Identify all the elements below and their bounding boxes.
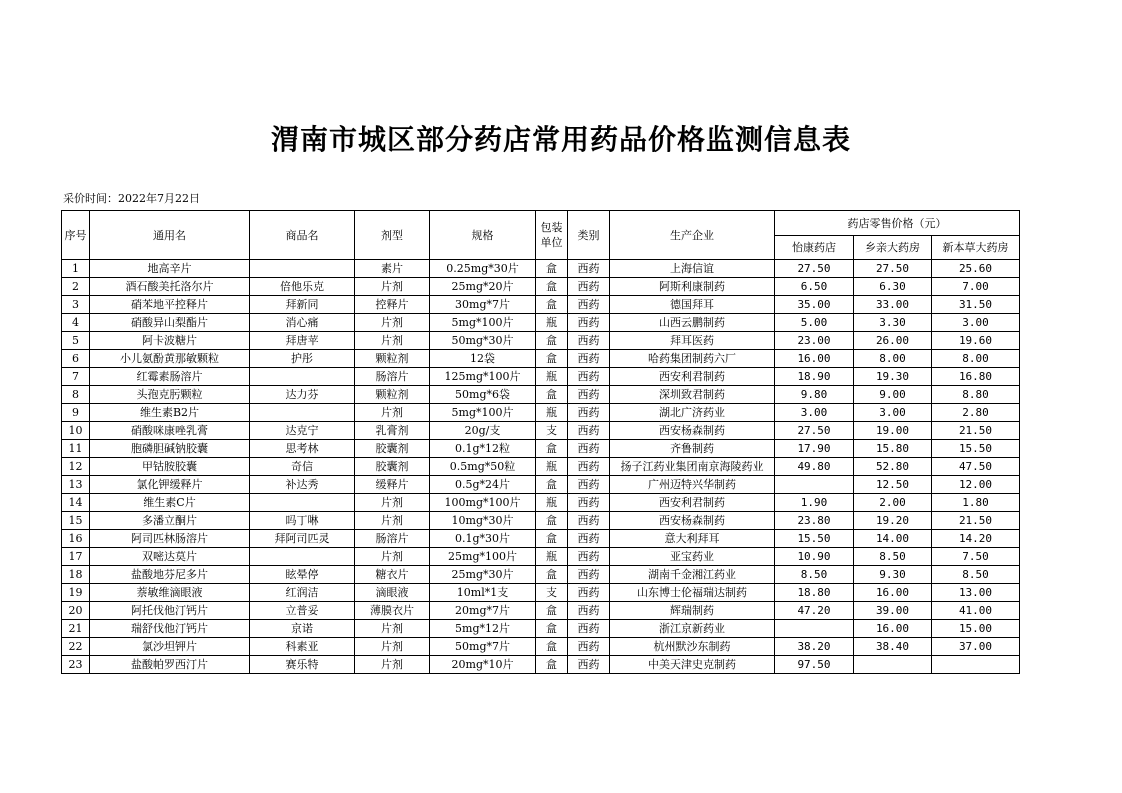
cell-manufacturer: 山东博士伦福瑞达制药 xyxy=(610,584,775,602)
cell-package-unit: 盒 xyxy=(536,296,568,314)
cell-brand-name: 赛乐特 xyxy=(250,656,355,674)
cell-price-xinbencao: 2.80 xyxy=(932,404,1020,422)
cell-manufacturer: 亚宝药业 xyxy=(610,548,775,566)
cell-seq: 23 xyxy=(62,656,90,674)
cell-price-yikang: 10.90 xyxy=(775,548,854,566)
page-title: 渭南市城区部分药店常用药品价格监测信息表 xyxy=(270,123,851,156)
cell-price-xinbencao: 37.00 xyxy=(932,638,1020,656)
cell-dosage-form: 颗粒剂 xyxy=(355,350,430,368)
table-row xyxy=(62,368,1020,386)
cell-dosage-form: 缓释片 xyxy=(355,476,430,494)
cell-seq: 21 xyxy=(62,620,90,638)
cell-brand-name: 拜唐苹 xyxy=(250,332,355,350)
cell-price-yikang: 16.00 xyxy=(775,350,854,368)
header-package-unit: 包装单位 xyxy=(536,211,568,260)
cell-dosage-form: 滴眼液 xyxy=(355,584,430,602)
table-row xyxy=(62,350,1020,368)
cell-generic-name: 红霉素肠溶片 xyxy=(90,368,250,386)
cell-dosage-form: 片剂 xyxy=(355,332,430,350)
cell-generic-name: 头孢克肟颗粒 xyxy=(90,386,250,404)
cell-category: 西药 xyxy=(568,494,610,512)
table-row xyxy=(62,296,1020,314)
cell-category: 西药 xyxy=(568,422,610,440)
cell-generic-name: 阿托伐他汀钙片 xyxy=(90,602,250,620)
cell-price-xiangqin: 19.00 xyxy=(854,422,932,440)
cell-manufacturer: 中美天津史克制药 xyxy=(610,656,775,674)
cell-dosage-form: 片剂 xyxy=(355,620,430,638)
table-row xyxy=(62,314,1020,332)
cell-generic-name: 酒石酸美托洛尔片 xyxy=(90,278,250,296)
cell-price-xiangqin: 2.00 xyxy=(854,494,932,512)
cell-brand-name: 倍他乐克 xyxy=(250,278,355,296)
cell-brand-name: 眩晕停 xyxy=(250,566,355,584)
cell-price-yikang xyxy=(775,620,854,638)
cell-generic-name: 氯化钾缓释片 xyxy=(90,476,250,494)
table-row xyxy=(62,512,1020,530)
cell-generic-name: 盐酸地芬尼多片 xyxy=(90,566,250,584)
cell-package-unit: 盒 xyxy=(536,278,568,296)
cell-price-xiangqin: 6.30 xyxy=(854,278,932,296)
cell-category: 西药 xyxy=(568,548,610,566)
cell-price-xiangqin: 8.00 xyxy=(854,350,932,368)
cell-package-unit: 瓶 xyxy=(536,494,568,512)
cell-seq: 5 xyxy=(62,332,90,350)
cell-price-xiangqin: 52.80 xyxy=(854,458,932,476)
header-store-xiangqin: 乡亲大药房 xyxy=(854,236,932,260)
table-row xyxy=(62,386,1020,404)
table-row xyxy=(62,278,1020,296)
cell-generic-name: 瑞舒伐他汀钙片 xyxy=(90,620,250,638)
cell-seq: 3 xyxy=(62,296,90,314)
cell-price-yikang: 27.50 xyxy=(775,260,854,278)
cell-brand-name: 科素亚 xyxy=(250,638,355,656)
cell-price-yikang: 17.90 xyxy=(775,440,854,458)
cell-package-unit: 支 xyxy=(536,422,568,440)
cell-category: 西药 xyxy=(568,440,610,458)
table-row xyxy=(62,566,1020,584)
cell-package-unit: 瓶 xyxy=(536,368,568,386)
cell-category: 西药 xyxy=(568,332,610,350)
cell-price-xinbencao: 7.50 xyxy=(932,548,1020,566)
cell-price-yikang: 49.80 xyxy=(775,458,854,476)
header-category: 类别 xyxy=(568,211,610,260)
cell-generic-name: 氯沙坦钾片 xyxy=(90,638,250,656)
cell-spec: 0.25mg*30片 xyxy=(430,260,536,278)
cell-brand-name: 思考林 xyxy=(250,440,355,458)
cell-category: 西药 xyxy=(568,386,610,404)
header-manufacturer: 生产企业 xyxy=(610,211,775,260)
table-row xyxy=(62,494,1020,512)
cell-seq: 22 xyxy=(62,638,90,656)
cell-price-xiangqin: 26.00 xyxy=(854,332,932,350)
cell-manufacturer: 浙江京新药业 xyxy=(610,620,775,638)
table-row xyxy=(62,530,1020,548)
cell-generic-name: 萘敏维滴眼液 xyxy=(90,584,250,602)
cell-seq: 10 xyxy=(62,422,90,440)
cell-price-xiangqin: 19.30 xyxy=(854,368,932,386)
cell-brand-name xyxy=(250,404,355,422)
cell-price-yikang xyxy=(775,476,854,494)
cell-package-unit: 盒 xyxy=(536,656,568,674)
cell-dosage-form: 片剂 xyxy=(355,314,430,332)
table-row xyxy=(62,440,1020,458)
cell-manufacturer: 齐鲁制药 xyxy=(610,440,775,458)
cell-package-unit: 瓶 xyxy=(536,458,568,476)
cell-seq: 2 xyxy=(62,278,90,296)
cell-price-yikang: 23.80 xyxy=(775,512,854,530)
cell-category: 西药 xyxy=(568,404,610,422)
cell-category: 西药 xyxy=(568,476,610,494)
cell-price-xiangqin: 3.00 xyxy=(854,404,932,422)
cell-price-yikang: 23.00 xyxy=(775,332,854,350)
cell-price-yikang: 6.50 xyxy=(775,278,854,296)
table-row xyxy=(62,620,1020,638)
cell-seq: 17 xyxy=(62,548,90,566)
cell-seq: 15 xyxy=(62,512,90,530)
cell-generic-name: 多潘立酮片 xyxy=(90,512,250,530)
table-row xyxy=(62,656,1020,674)
cell-spec: 5mg*100片 xyxy=(430,314,536,332)
header-dosage-form: 剂型 xyxy=(355,211,430,260)
cell-brand-name: 补达秀 xyxy=(250,476,355,494)
cell-brand-name xyxy=(250,548,355,566)
cell-spec: 20g/支 xyxy=(430,422,536,440)
cell-price-xinbencao: 19.60 xyxy=(932,332,1020,350)
cell-brand-name xyxy=(250,494,355,512)
cell-price-xinbencao: 3.00 xyxy=(932,314,1020,332)
cell-spec: 30mg*7片 xyxy=(430,296,536,314)
cell-category: 西药 xyxy=(568,350,610,368)
cell-brand-name xyxy=(250,368,355,386)
cell-brand-name: 京诺 xyxy=(250,620,355,638)
cell-package-unit: 盒 xyxy=(536,512,568,530)
cell-category: 西药 xyxy=(568,566,610,584)
cell-brand-name: 红润洁 xyxy=(250,584,355,602)
cell-spec: 125mg*100片 xyxy=(430,368,536,386)
cell-generic-name: 双嘧达莫片 xyxy=(90,548,250,566)
cell-price-xiangqin: 12.50 xyxy=(854,476,932,494)
cell-price-xiangqin: 39.00 xyxy=(854,602,932,620)
table-row xyxy=(62,548,1020,566)
cell-price-xiangqin: 3.30 xyxy=(854,314,932,332)
cell-price-xinbencao: 21.50 xyxy=(932,512,1020,530)
cell-price-xinbencao: 8.00 xyxy=(932,350,1020,368)
cell-category: 西药 xyxy=(568,638,610,656)
cell-manufacturer: 上海信谊 xyxy=(610,260,775,278)
cell-seq: 14 xyxy=(62,494,90,512)
cell-generic-name: 地高辛片 xyxy=(90,260,250,278)
cell-package-unit: 瓶 xyxy=(536,314,568,332)
cell-dosage-form: 胶囊剂 xyxy=(355,440,430,458)
cell-category: 西药 xyxy=(568,278,610,296)
cell-dosage-form: 胶囊剂 xyxy=(355,458,430,476)
cell-category: 西药 xyxy=(568,458,610,476)
cell-category: 西药 xyxy=(568,656,610,674)
cell-seq: 20 xyxy=(62,602,90,620)
cell-generic-name: 盐酸帕罗西汀片 xyxy=(90,656,250,674)
cell-seq: 13 xyxy=(62,476,90,494)
cell-seq: 8 xyxy=(62,386,90,404)
header-spec: 规格 xyxy=(430,211,536,260)
cell-price-xinbencao: 15.50 xyxy=(932,440,1020,458)
cell-package-unit: 盒 xyxy=(536,386,568,404)
cell-spec: 0.1g*30片 xyxy=(430,530,536,548)
cell-generic-name: 小儿氨酚黄那敏颗粒 xyxy=(90,350,250,368)
cell-brand-name: 消心痛 xyxy=(250,314,355,332)
cell-brand-name: 拜阿司匹灵 xyxy=(250,530,355,548)
cell-spec: 25mg*30片 xyxy=(430,566,536,584)
cell-package-unit: 盒 xyxy=(536,350,568,368)
cell-dosage-form: 片剂 xyxy=(355,404,430,422)
cell-dosage-form: 片剂 xyxy=(355,638,430,656)
cell-dosage-form: 片剂 xyxy=(355,548,430,566)
cell-price-xinbencao: 47.50 xyxy=(932,458,1020,476)
cell-dosage-form: 片剂 xyxy=(355,512,430,530)
cell-dosage-form: 糖衣片 xyxy=(355,566,430,584)
cell-brand-name: 立普妥 xyxy=(250,602,355,620)
cell-category: 西药 xyxy=(568,512,610,530)
cell-seq: 7 xyxy=(62,368,90,386)
cell-generic-name: 阿司匹林肠溶片 xyxy=(90,530,250,548)
cell-price-xinbencao: 14.20 xyxy=(932,530,1020,548)
cell-brand-name: 达力芬 xyxy=(250,386,355,404)
cell-generic-name: 甲钴胺胶囊 xyxy=(90,458,250,476)
cell-price-xinbencao: 12.00 xyxy=(932,476,1020,494)
cell-manufacturer: 山西云鹏制药 xyxy=(610,314,775,332)
cell-price-yikang: 3.00 xyxy=(775,404,854,422)
cell-manufacturer: 广州迈特兴华制药 xyxy=(610,476,775,494)
header-generic-name: 通用名 xyxy=(90,211,250,260)
cell-price-xinbencao: 1.80 xyxy=(932,494,1020,512)
table-body xyxy=(62,260,1020,674)
table-row xyxy=(62,260,1020,278)
cell-package-unit: 盒 xyxy=(536,638,568,656)
cell-manufacturer: 杭州默沙东制药 xyxy=(610,638,775,656)
cell-package-unit: 盒 xyxy=(536,440,568,458)
cell-category: 西药 xyxy=(568,296,610,314)
cell-spec: 10ml*1支 xyxy=(430,584,536,602)
header-store-xinbencao: 新本草大药房 xyxy=(932,236,1020,260)
cell-seq: 11 xyxy=(62,440,90,458)
cell-generic-name: 胞磷胆碱钠胶囊 xyxy=(90,440,250,458)
cell-spec: 100mg*100片 xyxy=(430,494,536,512)
cell-brand-name: 吗丁啉 xyxy=(250,512,355,530)
cell-category: 西药 xyxy=(568,260,610,278)
header-retail-price-group: 药店零售价格（元） xyxy=(775,211,1020,236)
cell-package-unit: 盒 xyxy=(536,530,568,548)
cell-package-unit: 盒 xyxy=(536,566,568,584)
cell-manufacturer: 西安杨森制药 xyxy=(610,512,775,530)
cell-spec: 5mg*12片 xyxy=(430,620,536,638)
cell-seq: 19 xyxy=(62,584,90,602)
cell-seq: 12 xyxy=(62,458,90,476)
table-row xyxy=(62,584,1020,602)
cell-price-xinbencao: 7.00 xyxy=(932,278,1020,296)
cell-package-unit: 盒 xyxy=(536,260,568,278)
cell-spec: 25mg*100片 xyxy=(430,548,536,566)
cell-generic-name: 硝酸咪康唑乳膏 xyxy=(90,422,250,440)
cell-manufacturer: 扬子江药业集团南京海陵药业 xyxy=(610,458,775,476)
cell-spec: 0.5g*24片 xyxy=(430,476,536,494)
cell-brand-name: 达克宁 xyxy=(250,422,355,440)
cell-price-xinbencao: 16.80 xyxy=(932,368,1020,386)
cell-seq: 9 xyxy=(62,404,90,422)
cell-seq: 18 xyxy=(62,566,90,584)
cell-category: 西药 xyxy=(568,314,610,332)
header-brand-name: 商品名 xyxy=(250,211,355,260)
cell-dosage-form: 颗粒剂 xyxy=(355,386,430,404)
cell-category: 西药 xyxy=(568,584,610,602)
cell-category: 西药 xyxy=(568,530,610,548)
cell-manufacturer: 湖北广济药业 xyxy=(610,404,775,422)
cell-price-yikang: 8.50 xyxy=(775,566,854,584)
cell-seq: 4 xyxy=(62,314,90,332)
cell-seq: 1 xyxy=(62,260,90,278)
cell-price-yikang: 27.50 xyxy=(775,422,854,440)
cell-manufacturer: 湖南千金湘江药业 xyxy=(610,566,775,584)
cell-manufacturer: 深圳致君制药 xyxy=(610,386,775,404)
cell-price-xinbencao: 8.50 xyxy=(932,566,1020,584)
cell-seq: 6 xyxy=(62,350,90,368)
cell-manufacturer: 西安杨森制药 xyxy=(610,422,775,440)
table-row xyxy=(62,404,1020,422)
cell-package-unit: 支 xyxy=(536,584,568,602)
cell-price-xinbencao: 15.00 xyxy=(932,620,1020,638)
cell-manufacturer: 阿斯利康制药 xyxy=(610,278,775,296)
cell-price-yikang: 5.00 xyxy=(775,314,854,332)
cell-price-xinbencao: 41.00 xyxy=(932,602,1020,620)
cell-package-unit: 盒 xyxy=(536,620,568,638)
header-store-yikang: 怡康药店 xyxy=(775,236,854,260)
cell-price-xiangqin: 14.00 xyxy=(854,530,932,548)
cell-brand-name: 奇信 xyxy=(250,458,355,476)
cell-dosage-form: 片剂 xyxy=(355,278,430,296)
cell-price-xiangqin: 33.00 xyxy=(854,296,932,314)
cell-spec: 10mg*30片 xyxy=(430,512,536,530)
cell-manufacturer: 哈药集团制药六厂 xyxy=(610,350,775,368)
cell-price-xiangqin: 27.50 xyxy=(854,260,932,278)
cell-generic-name: 硝酸异山梨酯片 xyxy=(90,314,250,332)
cell-price-xinbencao: 21.50 xyxy=(932,422,1020,440)
cell-dosage-form: 乳膏剂 xyxy=(355,422,430,440)
cell-price-xinbencao xyxy=(932,656,1020,674)
cell-package-unit: 盒 xyxy=(536,602,568,620)
cell-manufacturer: 德国拜耳 xyxy=(610,296,775,314)
cell-price-yikang: 38.20 xyxy=(775,638,854,656)
cell-spec: 50mg*6袋 xyxy=(430,386,536,404)
cell-manufacturer: 西安利君制药 xyxy=(610,494,775,512)
cell-dosage-form: 肠溶片 xyxy=(355,368,430,386)
cell-price-yikang: 1.90 xyxy=(775,494,854,512)
cell-manufacturer: 西安利君制药 xyxy=(610,368,775,386)
cell-spec: 50mg*30片 xyxy=(430,332,536,350)
cell-price-yikang: 15.50 xyxy=(775,530,854,548)
cell-category: 西药 xyxy=(568,620,610,638)
cell-spec: 50mg*7片 xyxy=(430,638,536,656)
cell-package-unit: 瓶 xyxy=(536,404,568,422)
cell-category: 西药 xyxy=(568,602,610,620)
cell-price-xiangqin: 9.30 xyxy=(854,566,932,584)
table-row xyxy=(62,602,1020,620)
cell-price-xiangqin: 19.20 xyxy=(854,512,932,530)
cell-spec: 0.1g*12粒 xyxy=(430,440,536,458)
cell-manufacturer: 拜耳医药 xyxy=(610,332,775,350)
cell-dosage-form: 肠溶片 xyxy=(355,530,430,548)
cell-price-yikang: 18.90 xyxy=(775,368,854,386)
cell-generic-name: 硝苯地平控释片 xyxy=(90,296,250,314)
table-row xyxy=(62,476,1020,494)
cell-price-xinbencao: 25.60 xyxy=(932,260,1020,278)
collection-time: 采价时间：2022年7月22日 xyxy=(63,192,200,205)
cell-price-xiangqin: 16.00 xyxy=(854,620,932,638)
cell-spec: 20mg*7片 xyxy=(430,602,536,620)
cell-price-yikang: 18.80 xyxy=(775,584,854,602)
cell-dosage-form: 片剂 xyxy=(355,494,430,512)
cell-price-xinbencao: 13.00 xyxy=(932,584,1020,602)
cell-manufacturer: 辉瑞制药 xyxy=(610,602,775,620)
cell-spec: 5mg*100片 xyxy=(430,404,536,422)
cell-dosage-form: 控释片 xyxy=(355,296,430,314)
cell-spec: 12袋 xyxy=(430,350,536,368)
cell-price-xinbencao: 8.80 xyxy=(932,386,1020,404)
cell-package-unit: 盒 xyxy=(536,476,568,494)
cell-price-xiangqin: 15.80 xyxy=(854,440,932,458)
cell-brand-name: 拜新同 xyxy=(250,296,355,314)
header-seq: 序号 xyxy=(62,211,90,260)
cell-price-yikang: 35.00 xyxy=(775,296,854,314)
cell-dosage-form: 素片 xyxy=(355,260,430,278)
cell-generic-name: 维生素B2片 xyxy=(90,404,250,422)
cell-generic-name: 阿卡波糖片 xyxy=(90,332,250,350)
cell-spec: 20mg*10片 xyxy=(430,656,536,674)
cell-spec: 25mg*20片 xyxy=(430,278,536,296)
table-row xyxy=(62,422,1020,440)
cell-brand-name: 护彤 xyxy=(250,350,355,368)
cell-price-yikang: 9.80 xyxy=(775,386,854,404)
cell-price-xiangqin xyxy=(854,656,932,674)
cell-price-xiangqin: 9.00 xyxy=(854,386,932,404)
cell-price-xiangqin: 8.50 xyxy=(854,548,932,566)
cell-category: 西药 xyxy=(568,368,610,386)
cell-price-yikang: 97.50 xyxy=(775,656,854,674)
cell-dosage-form: 薄膜衣片 xyxy=(355,602,430,620)
cell-dosage-form: 片剂 xyxy=(355,656,430,674)
price-table xyxy=(61,210,1020,674)
cell-generic-name: 维生素C片 xyxy=(90,494,250,512)
cell-seq: 16 xyxy=(62,530,90,548)
cell-brand-name xyxy=(250,260,355,278)
cell-price-xiangqin: 16.00 xyxy=(854,584,932,602)
cell-price-xinbencao: 31.50 xyxy=(932,296,1020,314)
cell-spec: 0.5mg*50粒 xyxy=(430,458,536,476)
cell-package-unit: 盒 xyxy=(536,332,568,350)
cell-price-xiangqin: 38.40 xyxy=(854,638,932,656)
table-row xyxy=(62,458,1020,476)
cell-price-yikang: 47.20 xyxy=(775,602,854,620)
cell-package-unit: 瓶 xyxy=(536,548,568,566)
cell-manufacturer: 意大利拜耳 xyxy=(610,530,775,548)
table-row xyxy=(62,332,1020,350)
table-row xyxy=(62,638,1020,656)
